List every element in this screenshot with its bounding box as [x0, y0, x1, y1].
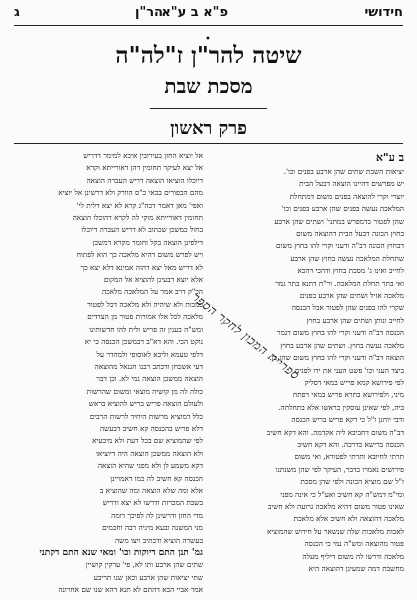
body-top-rule [14, 143, 403, 144]
text-line: שקרי להו בפנים שהן לפטור אבל הכנסה [291, 303, 404, 313]
text-line: הכנסה קא חשיב לה כמו דאמרינן [110, 473, 203, 483]
text-line: בשבת המכרזת ודרשו לא יצא ודריש [102, 498, 203, 508]
text-line: אלא יוצא דבעינן להוציא אל המקום [103, 275, 203, 285]
gemara-text [13, 559, 203, 595]
tractate-title: מסכת שבת [164, 74, 253, 98]
text-line: שאינו פטור משום דהיא מלאכה גרועה ולא חשיב [267, 501, 404, 511]
text-line: ואפי' מאן דאמר דכה"ג קרא לא יצא דלית לי' [76, 200, 203, 210]
text-line: אל יוציא החזן בעירובין איכא למימר דדריש [83, 151, 203, 160]
text-line: שהן לפטור כדמפרש במתני' ושתים שהן ארבע [274, 216, 404, 226]
text-line: בחול כמשכן שכתוב לא דריש העברה דיוכלו [81, 225, 203, 235]
text-line: כלל דמוציא מרשות היחיד לרשות הרבים [89, 411, 203, 421]
text-line: ז"ל שם מוציא הכונה ולפי שהן מסכת [300, 477, 404, 487]
text-line: ביצד העני וכו' פשט העני את ידו לפנים. [292, 365, 404, 375]
text-line: הוצאה דב"ה ודעני וקרי להו בחוץ משום שהן כן. [269, 353, 404, 363]
text-line: דב"ה משום דחביבא ליה אקדמה. והא דקא חשיב [266, 427, 404, 437]
running-header [14, 5, 403, 23]
text-line: מחשבת דמה שמעינן דהוצאה היא [308, 564, 404, 573]
text-line: מלאכה דהוצאה ולא חשיב אלא מלאכת [293, 514, 404, 524]
text-line: לפי שהמוציא שם בכל דעת ולא מיבעיא [92, 436, 203, 446]
right-column [214, 150, 404, 595]
right-column-text [214, 166, 404, 575]
text-line: ולעולם הוצאה פריש בריש להוציא בראש [88, 399, 203, 409]
header-folio: פ"א ב ע"א [161, 5, 228, 20]
text-line: ואי בתר תחלת המלאכה. ור"ח דתנא בתר גמר [275, 278, 404, 288]
text-line: לפי פירושא קמא פריש במאי דסליק [304, 377, 404, 387]
text-line: נוקט הכי. והא דא"ב דבמשכן הכנסה כי יא [84, 337, 203, 347]
text-line: ומי"מ דמש"ה קא חשיב ואע"ל כי אינה מפני [280, 489, 404, 499]
text-line: מלאכה ודרשו לה משום דיליף מעלה [302, 551, 404, 561]
text-line: מהם הכפורים בכאי כ"ס הוורק ולא דרשינן אל יוציא [58, 188, 203, 198]
text-line: פטור מהוצאה ומש"ה נמי כי הכנסה [304, 539, 404, 549]
text-line: דלפי טעמא וליכא לאוסופי ולמהדר על [96, 349, 203, 359]
text-line: לחייב ואינו ג' מסכת בחוץ ודהכי דהכא [297, 266, 404, 276]
text-line: ביה, לפי שאינן עוסקין בראשו אלא בתחלתה. [278, 402, 404, 412]
text-line: לחייב ונותן ושתים שהן ארבע בחוץ [306, 315, 404, 325]
title-rule [150, 108, 267, 109]
header-rule [14, 25, 403, 26]
text-line: שתי יציאות שהן ארבע וכאן שנו תריבע [93, 572, 203, 582]
text-line: דילפינן הוצאה בקל וחומר מקרא דמשכן [92, 237, 203, 247]
text-line: פירושים נאמרו בדבר, העיקר לפי שהן משנתנו [275, 464, 404, 474]
text-line: מיני, ולפירושא בתרא פריש במאי דפתח [292, 390, 404, 400]
text-line: אל יצא לעיקר תחומין דהן דאורייתא וקרא [86, 163, 203, 173]
text-line: ויש לפרש משום דהיא מלאכה כך הוא לפתוח [76, 250, 203, 260]
text-line: דעי אשכחן ודכתב רבנו חננאל מהוצאה [94, 361, 203, 371]
text-line: דקא משמע לן ולא מפני שהיא הוצאה [97, 461, 203, 471]
text-line: שתחלת המלאכה נעשה בחוץ שהן ארבע [290, 253, 404, 263]
text-line: מני המשנה ובעא מיניה רבה וחכמים [102, 523, 203, 533]
left-column-text [13, 150, 203, 547]
left-column [13, 150, 203, 595]
gemara-heading: גמ' תנן התם דיוקות וכו' ומאי שנא התם דקתני [39, 548, 203, 558]
text-line: ולא הוצאה ממשכן הוצאה היה דיוציאו [95, 448, 203, 458]
text-line: שתים שהן ארבע ותו לא, פי' ערקין קושיין [85, 560, 203, 570]
header-author: הר"ן [135, 5, 163, 20]
text-line: דלא פריש בהכנסה קא חשיב דבעשה [99, 423, 203, 433]
text-line: המלאכה נעשה בפנים שהן ארבע בפנים וכו' [281, 204, 404, 214]
text-line: בעשרה הוציא ודכתיב ויצו משה [114, 535, 203, 545]
text-line: מלאכה נעשה בחוץ. ושתים שהן ארבע בחוץ [280, 340, 404, 350]
text-line: כמכות ולא שיהיה ולא מלאכה דכל לפטור [87, 299, 203, 309]
text-line: בחוץ הכונה דבעל הבית דהוצאה משום [296, 229, 404, 239]
ornament-dot: • [205, 34, 211, 45]
text-line: לאבות מלאכות שלה שנשאר על חידוש שהמוציא [267, 526, 404, 536]
text-line: תחומין דאורייתא מוקי לה לקרא דהוכלו הוצאה [72, 213, 203, 223]
text-line: יש מפרשים דהיינו הוצאה דבעל הבית [299, 179, 404, 189]
text-line: הכנסה דב"ה ודעני וקרי להו בחוץ משום דגמר [276, 328, 404, 338]
text-line: דיוכלו הוציאו הוצאה דריש העברה הוצאה [86, 175, 203, 185]
text-line: תרתי לחיובא ותרתי לפטורא, ואי משום [294, 452, 404, 462]
text-line: ודבי יוחנן ז"ל כי דקא פריש בריש הכנסה [291, 415, 404, 425]
text-line: הוצאה ממשכן הוצאה נמי לא. וכן דבר [96, 374, 203, 384]
text-line: יוצרי וקרי להוצאה בפנים משום דמתחלת [289, 191, 404, 201]
text-line: מדי החזן ודרשינן לה לפיכך דומה [111, 510, 203, 520]
text-line: הכנסה ברישא כדרכה. והא דקא חשיב [297, 439, 404, 449]
text-line: מלאכה לכל אלו אמורות פטור מן הצדדים [87, 312, 203, 322]
text-line: הכ"ק דרב אמר על המלאכה מלאכה [101, 287, 203, 297]
text-line: ומש"ה בענין זה פריש ולית להו חדשותינו [89, 324, 203, 334]
text-line: אלא ומה שלא הוצאה ומה שהוציא ב [99, 485, 203, 495]
chapter-title: פרק ראשון [170, 118, 247, 139]
text-line: דבחוץ הכונה דב"ה ודעני וקרי להו בחוץ משום [276, 241, 404, 251]
text-line: לא דריש מאל יצא דהוה אמינא דלא יצא כך [80, 262, 203, 272]
header-page-number: ג [14, 5, 20, 20]
header-book-title: חידושי [364, 5, 403, 20]
text-line: אמר אביי הכא דהתם לא תנא דהא שנו שם אחרונה [58, 585, 203, 595]
library-stamp: ספריית המכון לחקר הספר [189, 290, 303, 383]
daf-marker: ב ע"א [375, 151, 404, 164]
main-title: שיטה להר"ן ז"לה"ה [115, 42, 302, 69]
text-line: כולה לה מן קושיה מוצאי ומשום שהרשות [86, 386, 203, 396]
text-line: מלאכה אזיל ושתים שהן ארבע בפנים [299, 291, 404, 301]
text-line: יציאות השבת שתים שהן ארבע בפנים וכו'. [283, 167, 404, 176]
